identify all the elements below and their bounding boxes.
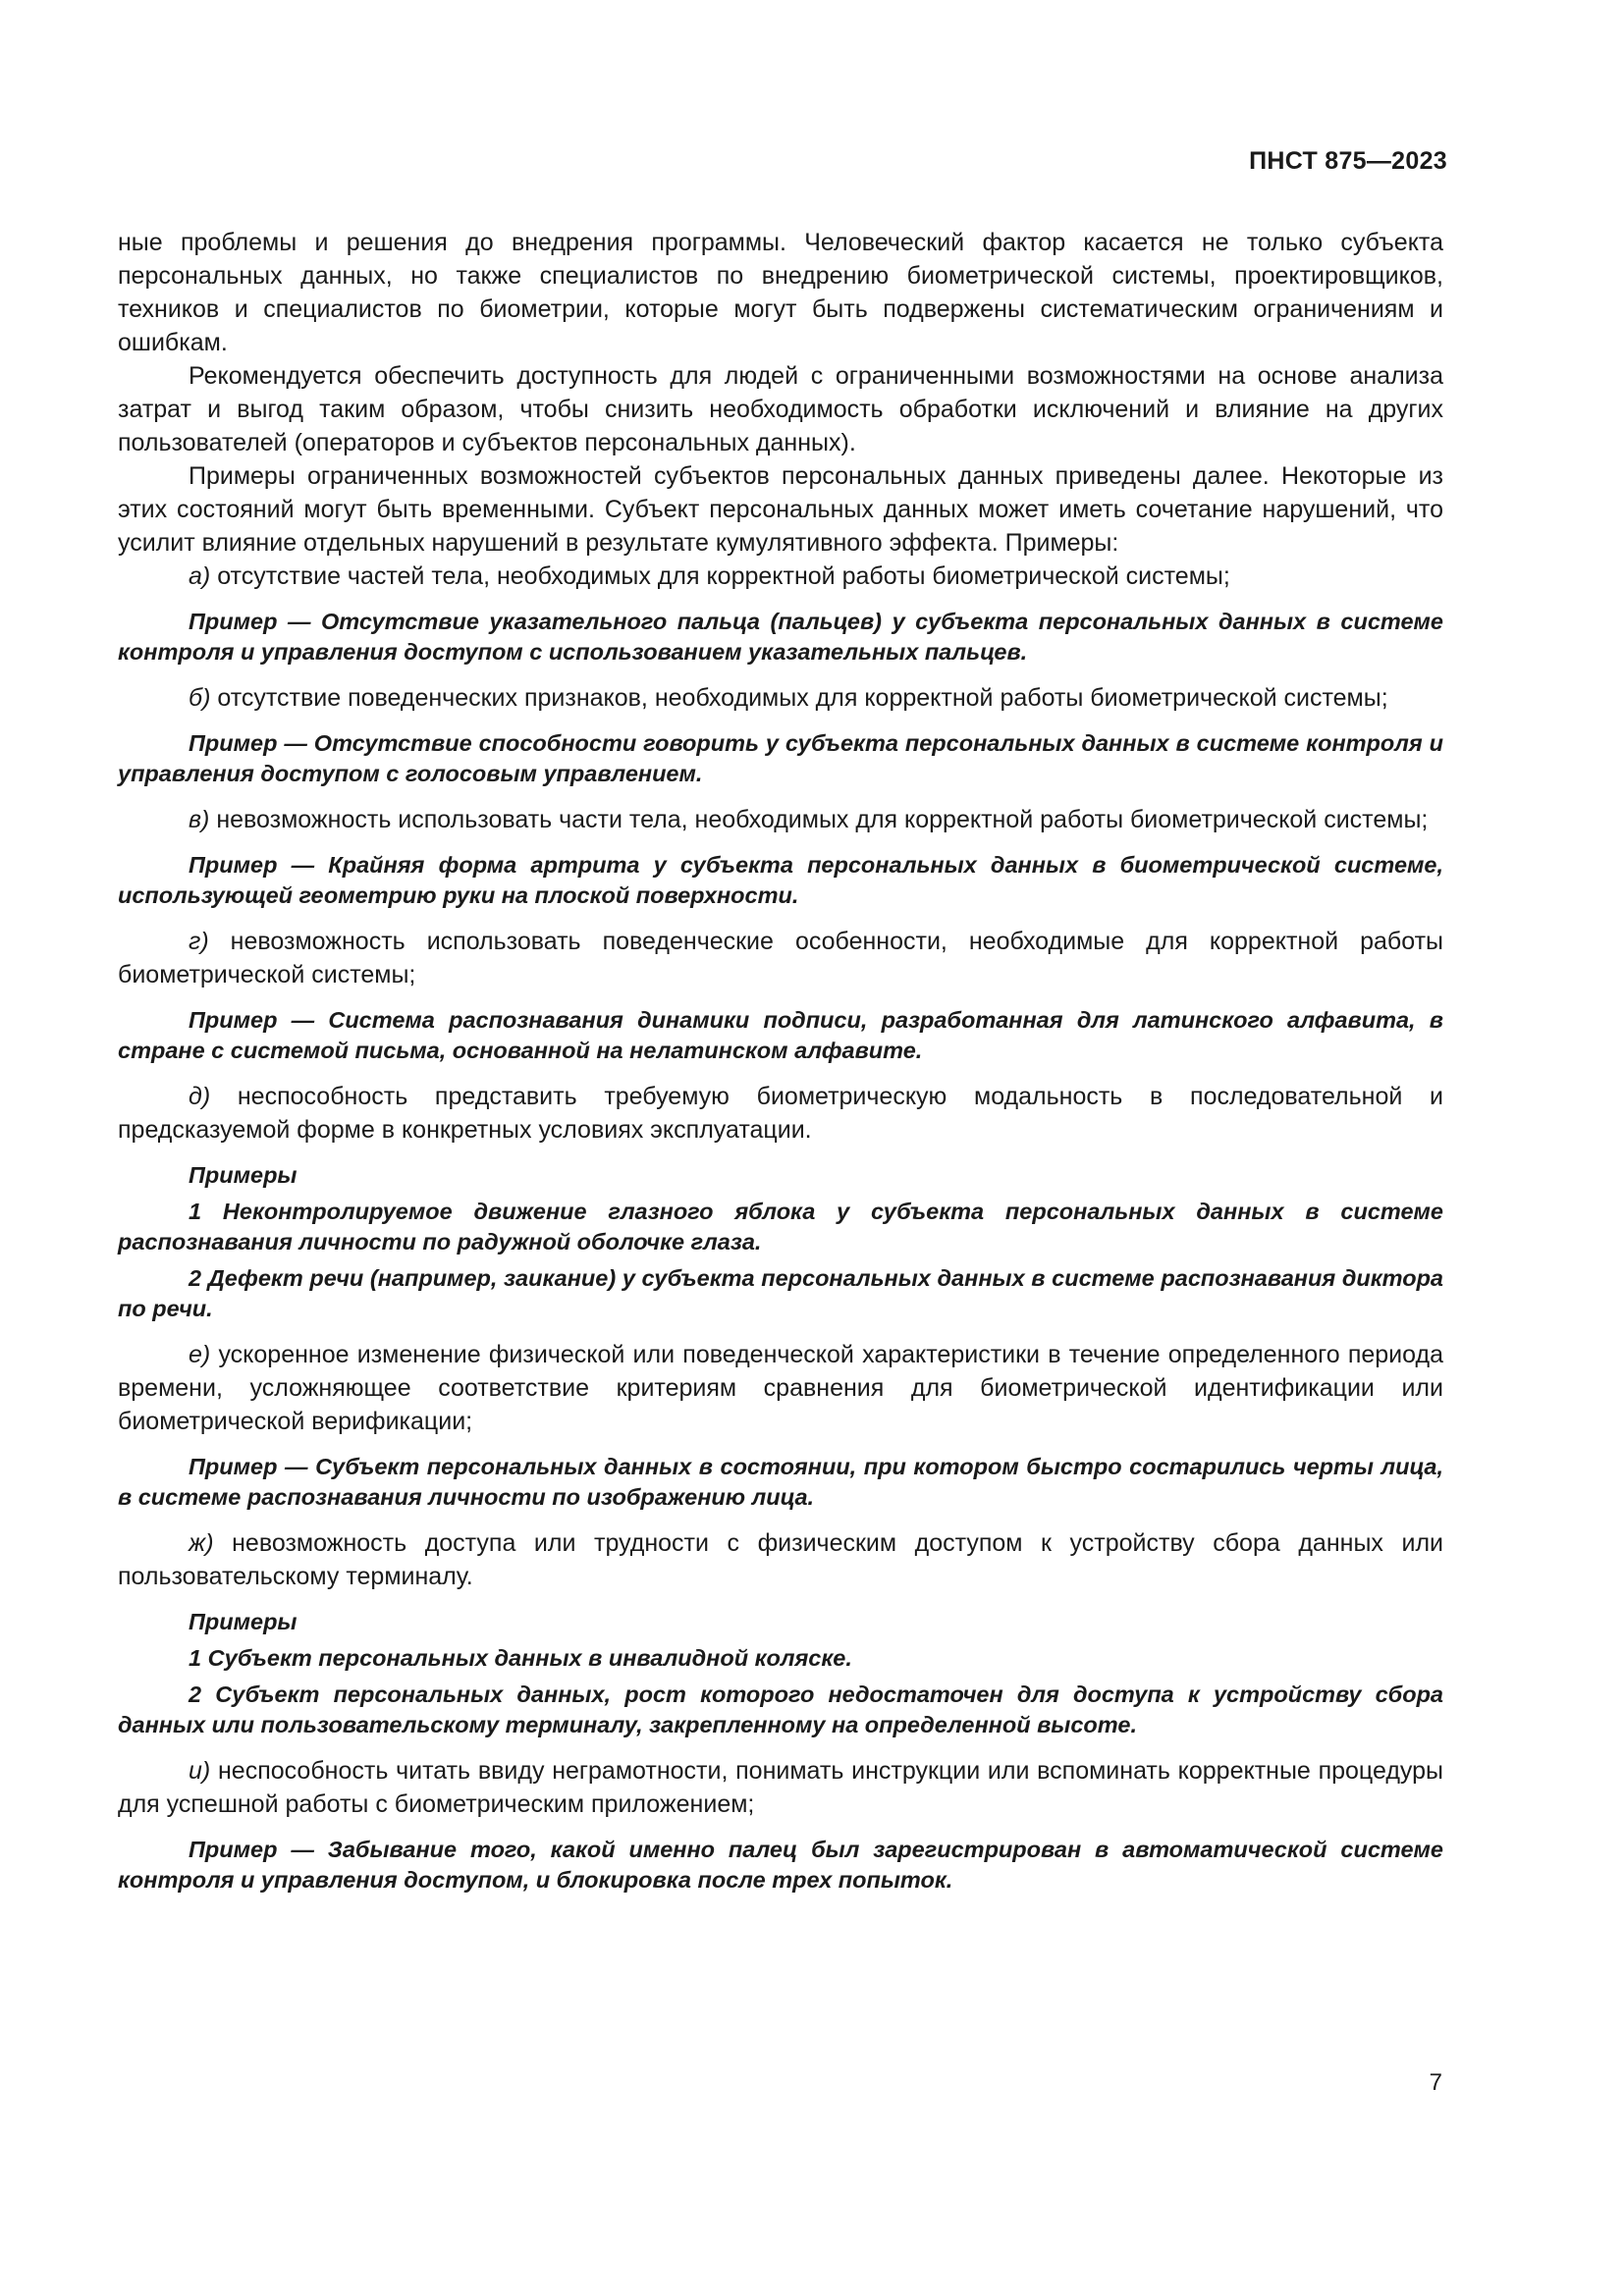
list-item-zh [118, 1526, 1443, 1593]
list-item-label: е) [189, 1341, 211, 1368]
list-item-label: д) [189, 1083, 211, 1110]
paragraph-accessibility: Рекомендуется обеспечить доступность для людей с ограниченными возможностями на основе анализа затрат и выгод таким образом, чтобы снизить необходимость обработки исключений и влияние на других пользователей (операторов и субъектов персональных данных). [118, 362, 1443, 456]
document-id-header: ПНСТ 875—2023 [1249, 147, 1447, 175]
paragraph-examples-intro: Примеры ограниченных возможностей субъектов персональных данных приведены далее. Некоторые из этих состояний могут быть временными. Субъект персональных данных может иметь сочетание нарушений, что усилит влияние отдельных нарушений в результате кумулятивного эффекта. Примеры: [118, 462, 1443, 557]
list-item-text: невозможность использовать части тела, необходимых для корректной работы биометрической системы; [216, 806, 1429, 833]
example-d-2: 2 Дефект речи (например, заикание) у субъекта персональных данных в системе распознавания диктора по речи. [118, 1265, 1443, 1321]
example-v: Пример — Крайняя форма артрита у субъекта персональных данных в биометрической системе, использующей геометрию руки на плоской поверхности. [118, 852, 1443, 908]
example-a: Пример — Отсутствие указательного пальца (пальцев) у субъекта персональных данных в системе контроля и управления доступом с использованием указательных пальцев. [118, 609, 1443, 665]
list-item-text: невозможность использовать поведенческие особенности, необходимые для корректной работы биометрической системы; [118, 928, 1443, 988]
list-item-text: неспособность читать ввиду неграмотности, понимать инструкции или вспоминать корректные процедуры для успешной работы с биометрическим приложением; [118, 1757, 1444, 1818]
list-item-text: отсутствие частей тела, необходимых для корректной работы биометрической системы; [217, 562, 1230, 590]
list-item-text: ускоренное изменение физической или поведенческой характеристики в течение определенного периода времени, усложняющее соответствие критериям сравнения для биометрической идентификации или биометрической верификации; [118, 1341, 1443, 1435]
list-item-label: в) [189, 806, 210, 833]
example-e: Пример — Субъект персональных данных в состоянии, при котором быстро состарились черты лица, в системе распознавания личности по изображению лица. [118, 1454, 1443, 1510]
list-item-d [118, 1080, 1443, 1147]
example-i: Пример — Забывание того, какой именно палец был зарегистрирован в автоматической системе контроля и управления доступом, и блокировка после трех попыток. [118, 1837, 1443, 1893]
list-item-text: неспособность представить требуемую биометрическую модальность в последовательной и предсказуемой форме в конкретных условиях эксплуатации. [118, 1083, 1443, 1144]
document-body [118, 226, 1443, 1896]
list-item-label: б) [189, 684, 211, 712]
list-item-v [118, 803, 1443, 836]
list-item-label: г) [189, 928, 209, 955]
list-item-i [118, 1754, 1443, 1821]
list-item-label: а) [189, 562, 211, 590]
list-item-e [118, 1338, 1443, 1438]
example-g: Пример — Система распознавания динамики подписи, разработанная для латинского алфавита, в стране с системой письма, основанной на нелатинском алфавите. [118, 1007, 1443, 1063]
example-zh-1: 1 Субъект персональных данных в инвалидной коляске. [189, 1645, 852, 1671]
list-item-label: ж) [189, 1529, 214, 1557]
list-item-label: и) [189, 1757, 211, 1785]
list-item-text: отсутствие поведенческих признаков, необходимых для корректной работы биометрической системы; [217, 684, 1388, 712]
paragraph-continued: ные проблемы и решения до внедрения программы. Человеческий фактор касается не только субъекта персональных данных, но также специалистов по внедрению биометрической системы, проектировщиков, техников и специалистов по биометрии, которые могут быть подвержены систематическим ограничениям и ошибкам. [118, 229, 1443, 356]
page-number: 7 [1429, 2069, 1442, 2096]
example-b: Пример — Отсутствие способности говорить у субъекта персональных данных в системе контроля и управления доступом с голосовым управлением. [118, 730, 1443, 786]
list-item-a [118, 560, 1443, 593]
example-d-1: 1 Неконтролируемое движение глазного яблока у субъекта персональных данных в системе распознавания личности по радужной оболочке глаза. [118, 1199, 1443, 1255]
list-item-g [118, 925, 1443, 991]
example-zh-2: 2 Субъект персональных данных, рост которого недостаточен для доступа к устройству сбора данных или пользовательскому терминалу, закрепленному на определенной высоте. [118, 1682, 1443, 1737]
list-item-text: невозможность доступа или трудности с физическим доступом к устройству сбора данных или пользовательскому терминалу. [118, 1529, 1443, 1590]
examples-heading-d: Примеры [189, 1162, 298, 1188]
examples-heading-zh: Примеры [189, 1609, 298, 1634]
list-item-b [118, 681, 1443, 715]
